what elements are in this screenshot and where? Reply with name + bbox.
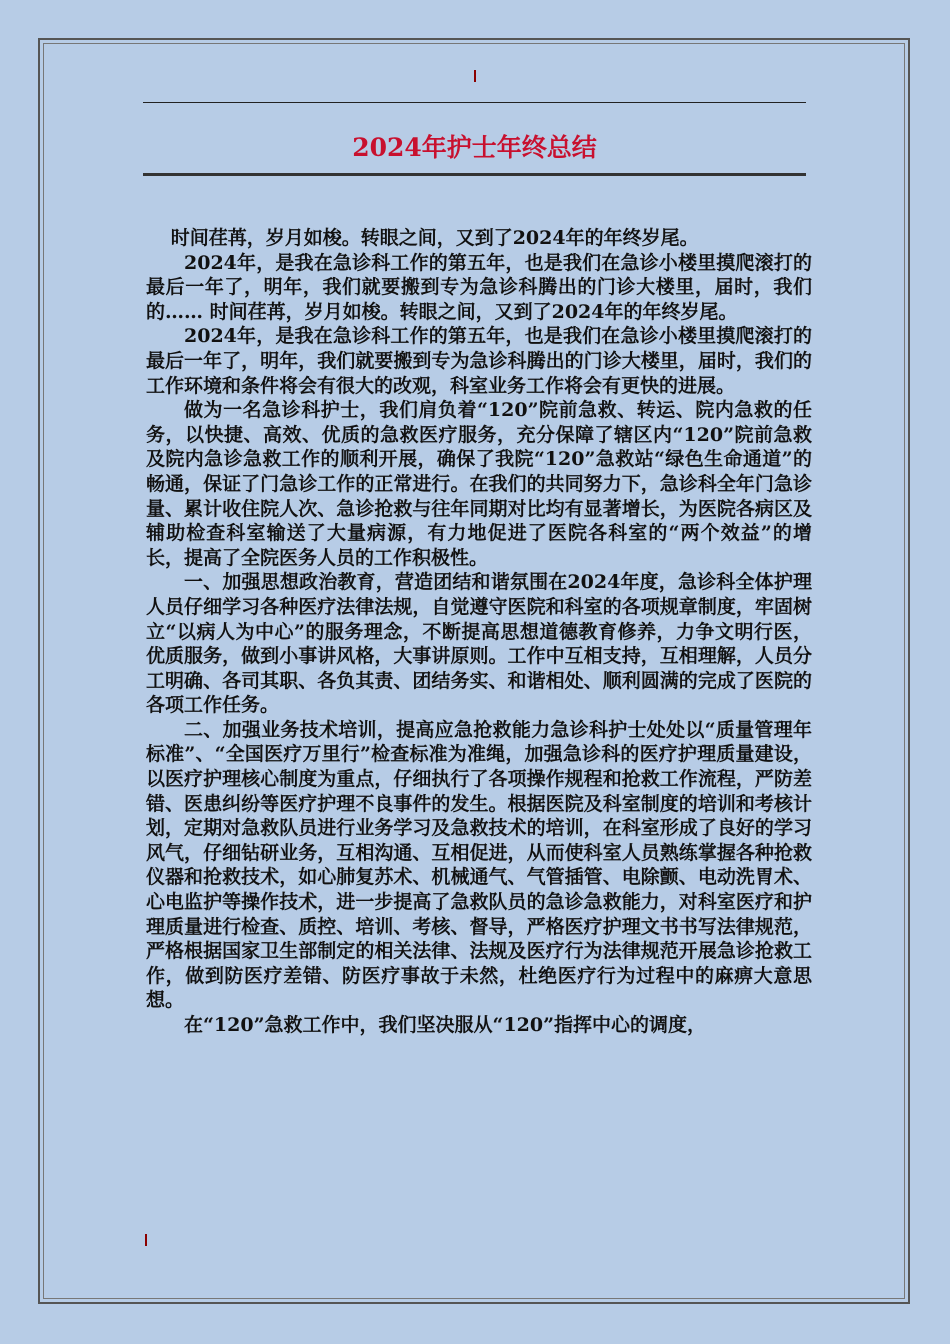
header-rule bbox=[143, 102, 806, 103]
paragraph: 一、加强思想政治教育，营造团结和谐氛围在2024年度，急诊科全体护理人员仔细学习各种医疗法律法规，自觉遵守医院和科室的各项规章制度，牢固树立“以病人为中心”的服务理念，不断提高思想道德教育修养，力争文明行医，优质服务，做到小事讲风格，大事讲原则。工作中互相支持，互相理解，人员分工明确、各司其职、各负其责、团结务实、和谐相处、顺利圆满的完成了医院的各项工作任务。 bbox=[146, 571, 812, 717]
footer-corner-mark bbox=[145, 1234, 147, 1246]
document-title: 2024年护士年终总结 bbox=[352, 133, 597, 162]
paragraph: 二、加强业务技术培训，提高应急抢救能力急诊科护士处处以“质量管理年标准”、“全国医疗万里行”检查标准为准绳，加强急诊科的医疗护理质量建设，以医疗护理核心制度为重点，仔细执行了各项操作规程和抢救工作流程，严防差错、医患纠纷等医疗护理不良事件的发生。根据医院及科室制度的培训和考核计划，定期对急救队员进行业务学习及急救技术的培训，在科室形成了良好的学习风气，仔细钻研业务，互相沟通、互相促进，从而使科室人员熟练掌握各种抢救仪器和抢救技术，如心肺复苏术、机械通气、气管插管、电除颤、电动洗胃术、心电监护等操作技术，进一步提高了急救队员的急诊急救能力，对科室医疗和护理质量进行检查、质控、培训、考核、督导，严格医疗护理文书书写法律规范，严格根据国家卫生部制定的相关法律、法规及医疗行为法律规范开展急诊抢救工作，做到防医疗差错、防医疗事故于未然，杜绝医疗行为过程中的麻痹大意思想。 bbox=[146, 718, 812, 1012]
document-body bbox=[146, 226, 812, 1038]
paragraph: 做为一名急诊科护士，我们肩负着“120”院前急救、转运、院内急救的任务，以快捷、高效、优质的急救医疗服务，充分保障了辖区内“120”院前急救及院内急诊急救工作的顺利开展，确保了我院“120”急救站“绿色生命通道”的畅通，保证了门急诊工作的正常进行。在我们的共同努力下，急诊科全年门急诊量、累计收住院人次、急诊抢救与往年同期对比均有显著增长，为医院各病区及辅助检查科室输送了大量病源，有力地促进了医院各科室的“两个效益”的增长，提高了全院医务人员的工作积极性。 bbox=[146, 399, 812, 569]
paragraph: 在“120”急救工作中，我们坚决服从“120”指挥中心的调度， bbox=[184, 1014, 707, 1036]
title-underline bbox=[143, 173, 806, 176]
paragraph: 2024年，是我在急诊科工作的第五年，也是我们在急诊小楼里摸爬滚打的最后一年了，明年，我们就要搬到专为急诊科腾出的门诊大楼里，届时，我们的…… 时间荏苒，岁月如梭。转眼之间，又到了2024年的年终岁尾。 bbox=[146, 251, 812, 323]
paragraph: 时间荏苒，岁月如梭。转眼之间，又到了2024年的年终岁尾。 bbox=[170, 227, 699, 249]
paragraph: 2024年，是我在急诊科工作的第五年，也是我们在急诊小楼里摸爬滚打的最后一年了，明年，我们就要搬到专为急诊科腾出的门诊大楼里，届时，我们的工作环境和条件将会有很大的改观，科室业务工作将会有更快的进展。 bbox=[146, 325, 812, 397]
header-corner-mark bbox=[474, 70, 476, 82]
